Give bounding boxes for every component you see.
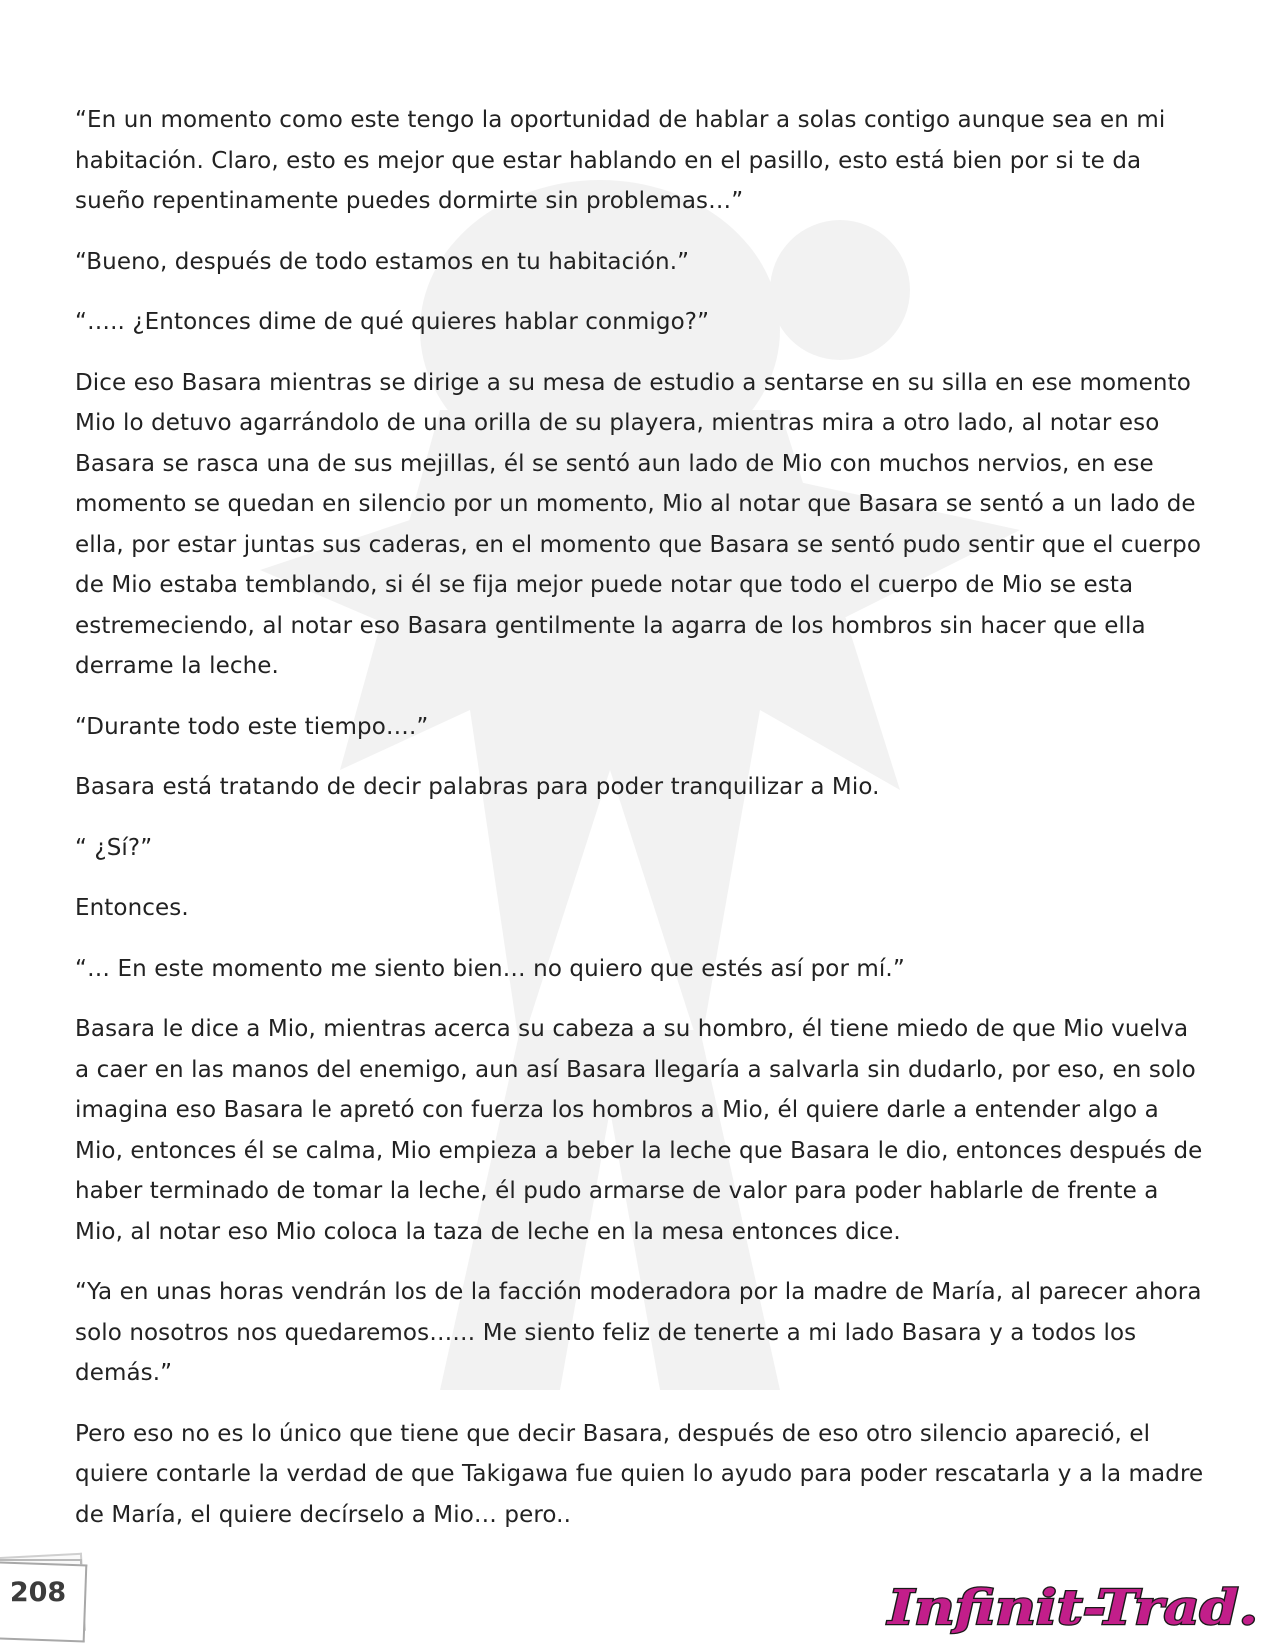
paragraph: Pero eso no es lo único que tiene que decir Basara, después de eso otro silencio apareció, el quiere contarle la verdad de que Takigawa fue quien lo ayudo para poder rescatarla y a la madre de María, el quiere decírselo a Mio… pero.. [75,1420,1204,1528]
infinit-trad-logo [882,1560,1267,1644]
paragraph: “Ya en unas horas vendrán los de la facción moderadora por la madre de María, al parecer ahora solo nosotros nos quedaremos…… Me siento feliz de tenerte a mi lado Basara y a todos los demás.” [75,1279,1202,1386]
paragraph: Basara está tratando de decir palabras para poder tranquilizar a Mio. [75,774,880,800]
page-number-badge [0,1555,84,1639]
chapter-text [75,100,1205,1555]
paragraph: “Bueno, después de todo estamos en tu habitación.” [75,248,690,275]
paragraph: Dice eso Basara mientras se dirige a su mesa de estudio a sentarse en su silla en ese momento Mio lo detuvo agarrándolo de una orilla de su playera, mientras mira a otro lado, al notar eso Basara se rasca una de sus mejillas, él se sentó aun lado de Mio con muchos nervios, en ese momento se quedan en silencio por un momento, Mio al notar que Basara se sentó a un lado de ella, por estar juntas sus caderas, en el momento que Basara se sentó pudo sentir que el cuerpo de Mio estaba temblando, si él se fija mejor puede notar que todo el cuerpo de Mio se esta estremeciendo, al notar eso Basara gentilmente la agarra de los hombros sin hacer que ella derrame la leche. [75,369,1201,679]
paragraph: “… En este momento me siento bien… no quiero que estés así por mí.” [75,955,905,982]
paragraph: “Durante todo este tiempo….” [75,713,429,740]
page-number: 208 [9,1577,67,1608]
paragraph: Basara le dice a Mio, mientras acerca su cabeza a su hombro, él tiene miedo de que Mio vuelva a caer en las manos del enemigo, aun así Basara llegaría a salvarla sin dudarlo, por eso, en solo imagina eso Basara le apretó con fuerza los hombros a Mio, él quiere darle a entender algo a Mio, entonces él se calma, Mio empieza a beber la leche que Basara le dio, entonces después de haber terminado de tomar la leche, él pudo armarse de valor para poder hablarle de frente a Mio, al notar eso Mio coloca la taza de leche en la mesa entonces dice. [75,1016,1203,1245]
paragraph: “….. ¿Entonces dime de qué quieres hablar conmigo?” [75,309,710,335]
paragraph: “ ¿Sí?” [75,834,153,861]
paragraph: Entonces. [75,895,189,921]
logo-text: Infinit-Trad. [885,1580,1258,1636]
paragraph: “En un momento como este tengo la oportunidad de hablar a solas contigo aunque sea en mi habitación. Claro, esto es mejor que estar hablando en el pasillo, esto está bien por si te da sueño repentinamente puedes dormirte sin problemas…” [75,107,1166,214]
